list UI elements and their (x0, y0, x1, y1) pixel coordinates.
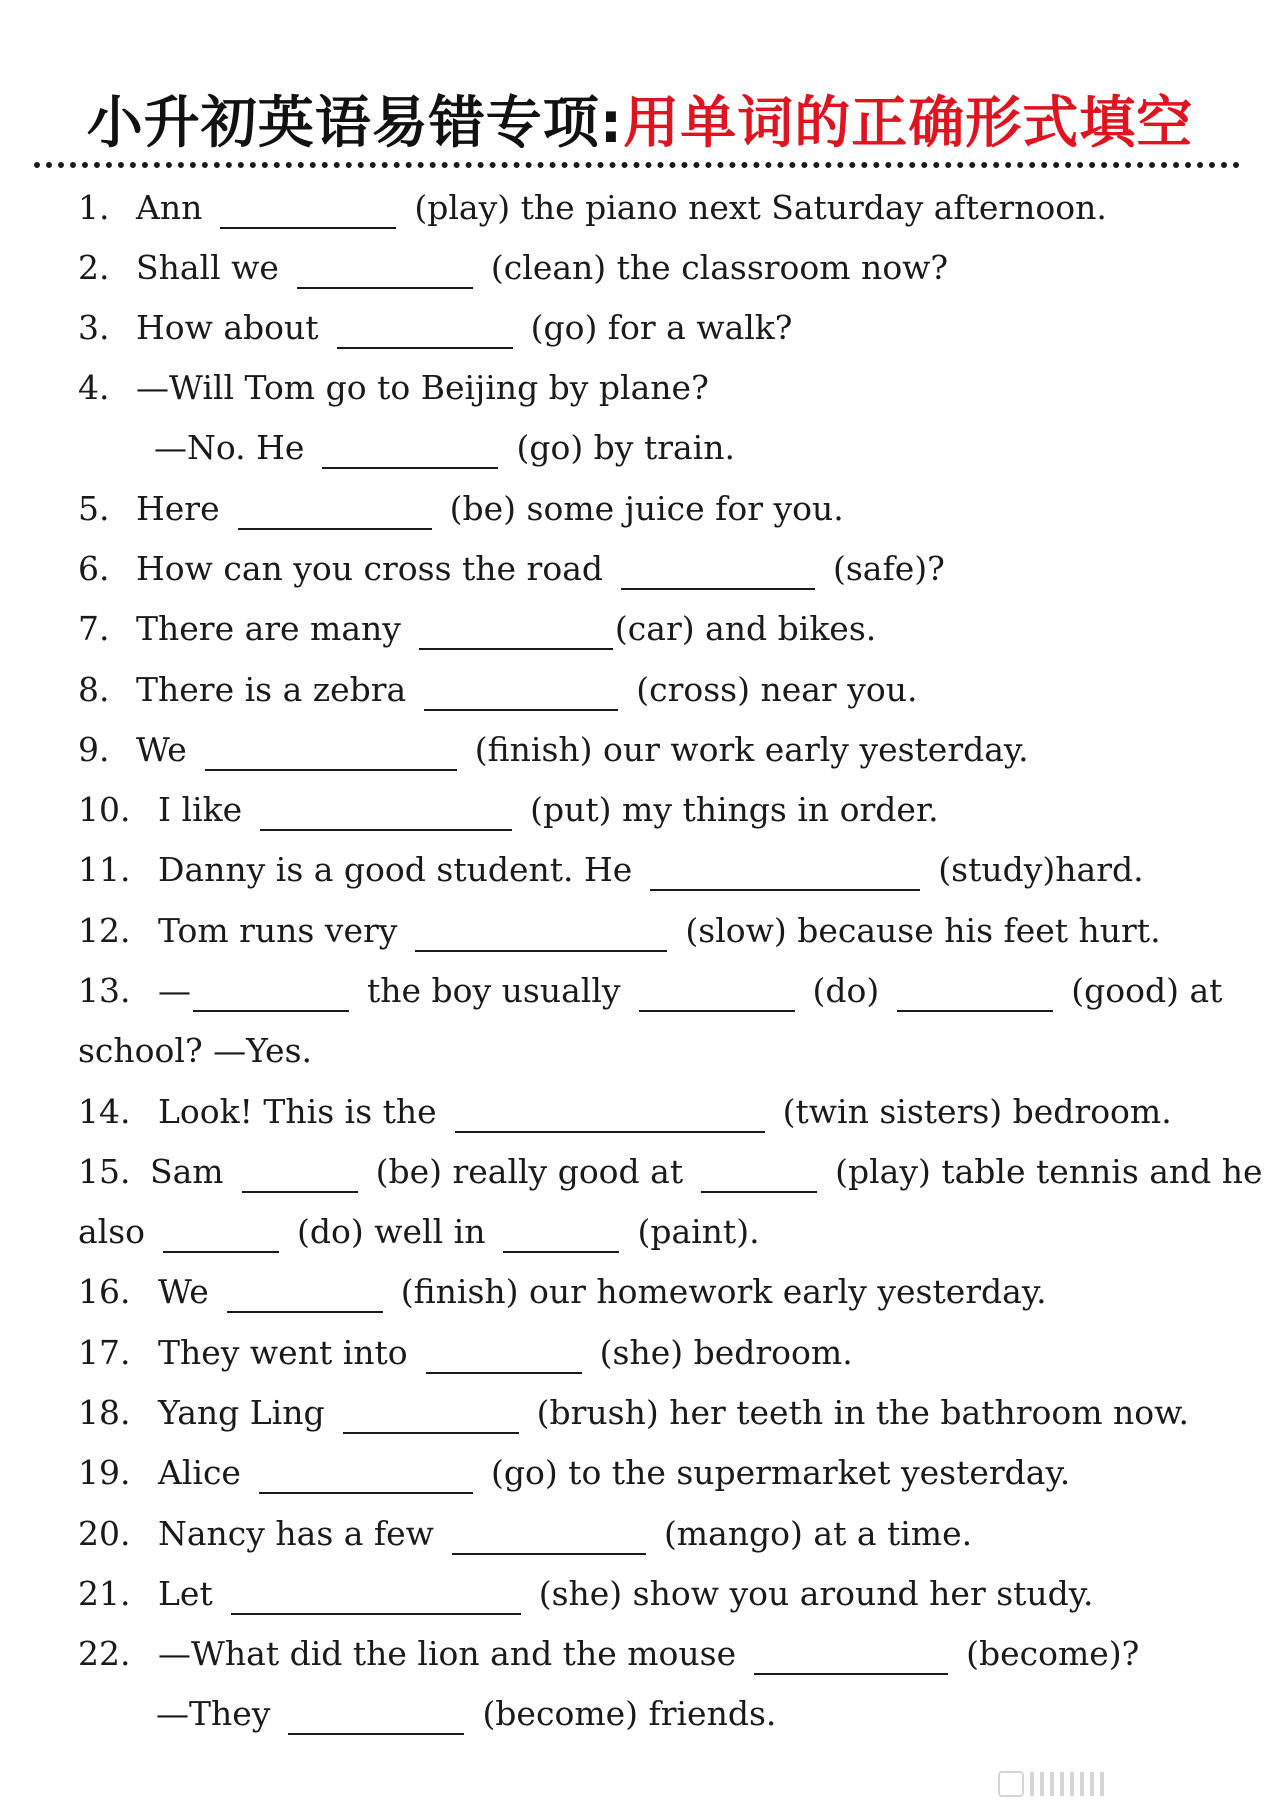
answer-blank[interactable] (259, 1454, 473, 1494)
question-text-after: (cross) near you. (636, 670, 918, 709)
question-text-before: Yang Ling (158, 1393, 325, 1432)
page-title (0, 78, 1280, 170)
answer-blank[interactable] (288, 1695, 464, 1735)
question-text: also (78, 1212, 146, 1251)
question-number: 3. (78, 308, 110, 347)
question-2 (78, 238, 948, 298)
question-number: 16. (78, 1272, 131, 1311)
question-number: 19. (78, 1453, 131, 1492)
question-text-before: How can you cross the road (136, 549, 603, 588)
question-text: (play) table tennis and he (835, 1152, 1263, 1191)
question-text-before: Look! This is the (158, 1092, 437, 1131)
answer-blank[interactable] (754, 1635, 948, 1675)
question-text-after: (mango) at a time. (663, 1514, 973, 1553)
question-3 (78, 298, 792, 358)
watermark-bar (1060, 1772, 1064, 1796)
question-text-before: Here (136, 489, 220, 528)
question-text-after: (become) friends. (482, 1694, 777, 1733)
question-text-after: (go) by train. (516, 428, 735, 467)
question-number: 17. (78, 1333, 131, 1372)
question-text-before: Danny is a good student. He (158, 850, 633, 889)
question-text-before: Ann (136, 188, 203, 227)
question-text-before: Let (158, 1574, 213, 1613)
question-5 (78, 479, 844, 539)
question-text-before: —What did the lion and the mouse (158, 1634, 737, 1673)
answer-blank[interactable] (242, 1153, 358, 1193)
question-20 (78, 1504, 972, 1564)
question-text-before: Shall we (136, 248, 279, 287)
question-text: —Will Tom go to Beijing by plane? (136, 368, 709, 407)
question-text-before: —No. He (154, 428, 305, 467)
question-text-after: (put) my things in order. (530, 790, 939, 829)
question-21 (78, 1564, 1094, 1624)
watermark-bar (1090, 1772, 1094, 1796)
answer-blank[interactable] (238, 490, 432, 530)
question-text-after: (finish) our homework early yesterday. (400, 1272, 1047, 1311)
question-number: 13. (78, 971, 131, 1010)
watermark-bar (1050, 1772, 1054, 1796)
question-11 (78, 840, 1144, 900)
question-text-before: How about (136, 308, 319, 347)
answer-blank[interactable] (322, 429, 498, 469)
question-13-continued (78, 1021, 312, 1081)
question-text: (good) at (1071, 971, 1223, 1010)
question-text-before: We (158, 1272, 209, 1311)
question-text-before: Sam (150, 1152, 224, 1191)
question-18 (78, 1383, 1189, 1443)
question-1 (78, 178, 1107, 238)
question-text-after: (she) show you around her study. (538, 1574, 1094, 1613)
watermark-bar (1100, 1772, 1104, 1796)
question-text-after: (finish) our work early yesterday. (474, 730, 1029, 769)
question-text-before: We (136, 730, 187, 769)
answer-blank[interactable] (426, 1334, 582, 1374)
question-text-after: (go) for a walk? (530, 308, 793, 347)
watermark-bar (1040, 1772, 1044, 1796)
answer-blank[interactable] (205, 731, 457, 771)
question-8 (78, 660, 917, 720)
question-19 (78, 1443, 1070, 1503)
question-text: school? —Yes. (78, 1031, 313, 1070)
question-number: 14. (78, 1092, 131, 1131)
answer-blank[interactable] (650, 851, 920, 891)
question-text-after: (study)hard. (938, 850, 1144, 889)
question-text-after: (car) and bikes. (614, 609, 877, 648)
question-text-before: I like (158, 790, 243, 829)
question-text-before: Nancy has a few (158, 1514, 434, 1553)
question-10 (78, 780, 939, 840)
question-text-after: (brush) her teeth in the bathroom now. (536, 1393, 1189, 1432)
watermark-bar (1030, 1772, 1034, 1796)
question-6 (78, 539, 945, 599)
question-number: 4. (78, 368, 110, 407)
question-text-after: (clean) the classroom now? (490, 248, 949, 287)
question-number: 22. (78, 1634, 131, 1673)
question-text-before: There are many (136, 609, 401, 648)
watermark-logo (998, 1767, 1258, 1801)
question-text-before: There is a zebra (136, 670, 407, 709)
question-number: 8. (78, 670, 110, 709)
question-7 (78, 599, 876, 659)
question-number: 7. (78, 609, 110, 648)
answer-blank[interactable] (260, 791, 512, 831)
question-number: 18. (78, 1393, 131, 1432)
answer-blank[interactable] (452, 1515, 646, 1555)
answer-blank[interactable] (621, 550, 815, 590)
question-text-after: (become)? (966, 1634, 1140, 1673)
question-number: 15. (78, 1152, 131, 1191)
dotted-divider (34, 162, 1240, 168)
question-17 (78, 1323, 853, 1383)
question-number: 10. (78, 790, 131, 829)
answer-blank[interactable] (639, 972, 795, 1012)
question-text: (do) (812, 971, 880, 1010)
answer-blank[interactable] (163, 1213, 279, 1253)
answer-blank[interactable] (424, 671, 618, 711)
answer-blank[interactable] (297, 249, 473, 289)
question-text: (do) well in (297, 1212, 486, 1251)
question-15-continued (78, 1202, 760, 1262)
answer-blank[interactable] (897, 972, 1053, 1012)
question-number: 2. (78, 248, 110, 287)
answer-blank[interactable] (701, 1153, 817, 1193)
answer-blank[interactable] (503, 1213, 619, 1253)
question-text-after: (safe)? (833, 549, 945, 588)
question-15 (78, 1142, 1263, 1202)
question-text-before: —They (156, 1694, 271, 1733)
question-number: 20. (78, 1514, 131, 1553)
question-16 (78, 1262, 1047, 1322)
question-text: (paint). (637, 1212, 760, 1251)
question-number: 5. (78, 489, 110, 528)
question-22-reply (156, 1684, 776, 1744)
answer-blank[interactable] (419, 610, 613, 650)
question-13 (78, 961, 1222, 1021)
question-number: 9. (78, 730, 110, 769)
question-4 (78, 358, 709, 418)
question-text-after: (slow) because his feet hurt. (685, 911, 1161, 950)
question-text-before: Tom runs very (158, 911, 398, 950)
question-4-reply (154, 418, 735, 478)
question-number: 6. (78, 549, 110, 588)
question-text: the boy usually (367, 971, 621, 1010)
answer-blank[interactable] (231, 1575, 521, 1615)
question-text-after: (she) bedroom. (599, 1333, 853, 1372)
watermark-icon (998, 1771, 1024, 1797)
question-number: 1. (78, 188, 110, 227)
question-text-before: They went into (158, 1333, 408, 1372)
question-text-after: (be) some juice for you. (449, 489, 844, 528)
answer-blank[interactable] (227, 1273, 383, 1313)
question-number: 11. (78, 850, 131, 889)
question-9 (78, 720, 1029, 780)
question-text-after: (twin sisters) bedroom. (782, 1092, 1172, 1131)
question-text-after: (play) the piano next Saturday afternoon. (414, 188, 1107, 227)
answer-blank[interactable] (193, 972, 349, 1012)
title-part-red: 用单词的正确形式填空 (623, 91, 1194, 156)
answer-blank[interactable] (337, 309, 513, 349)
question-number: 21. (78, 1574, 131, 1613)
question-text-after: (go) to the supermarket yesterday. (490, 1453, 1071, 1492)
watermark-bar (1070, 1772, 1074, 1796)
dash: — (158, 971, 191, 1010)
title-part-black: 小升初英语易错专项: (86, 91, 624, 156)
question-text-before: Alice (158, 1453, 241, 1492)
question-text: (be) really good at (375, 1152, 684, 1191)
question-22 (78, 1624, 1139, 1684)
question-14 (78, 1082, 1172, 1142)
answer-blank[interactable] (455, 1093, 765, 1133)
answer-blank[interactable] (343, 1394, 519, 1434)
answer-blank[interactable] (415, 912, 667, 952)
answer-blank[interactable] (220, 189, 396, 229)
watermark-bar (1080, 1772, 1084, 1796)
question-12 (78, 901, 1161, 961)
question-number: 12. (78, 911, 131, 950)
